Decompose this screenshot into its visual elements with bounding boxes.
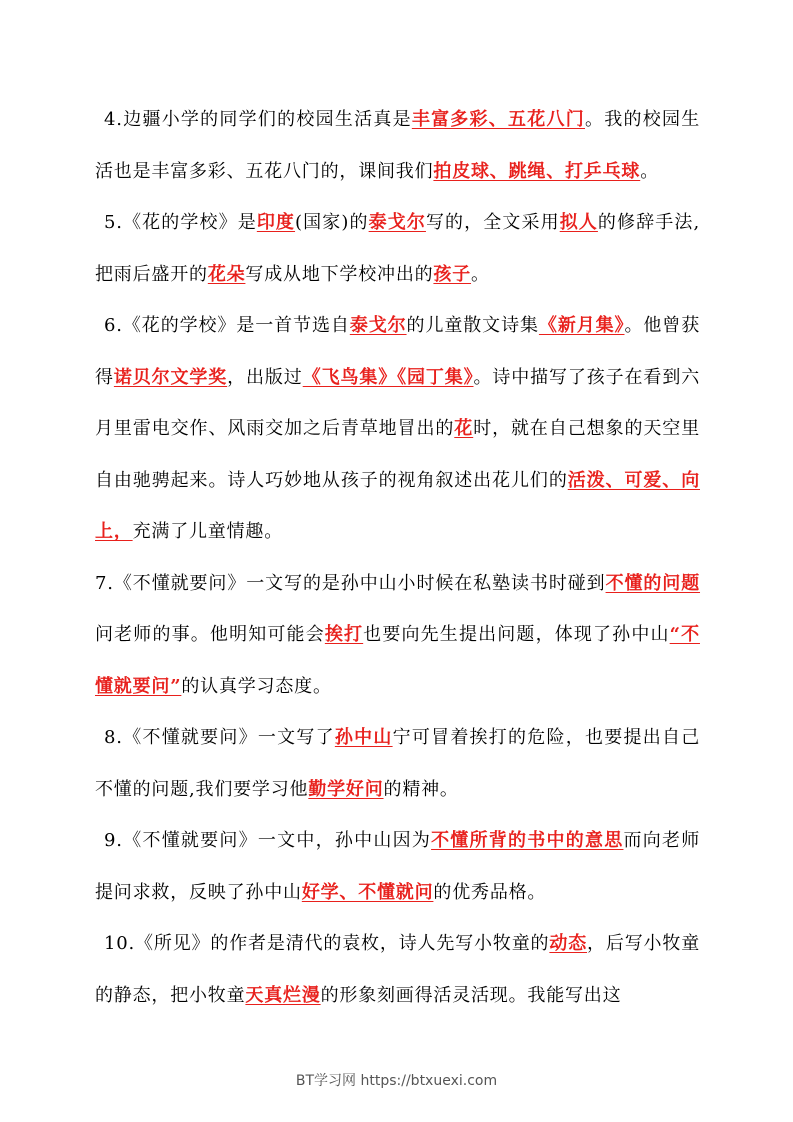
question-paragraph (95, 300, 700, 558)
answer-text: 活泼、可爱、向上， (95, 469, 700, 542)
answer-text: 天真烂漫 (245, 984, 321, 1006)
body-text: ，出版过 (227, 366, 303, 388)
body-text: 。诗中描写了孩子在看到六月里雷电交作、风雨交加之后青草地冒出的 (95, 366, 700, 439)
answer-text: 诺贝尔文学奖 (113, 366, 228, 388)
answer-text: 《新月集》 (538, 315, 625, 336)
body-text: 的形象刻画得活灵活现。我能写出这 (320, 984, 622, 1006)
answer-text: 印度 (256, 212, 296, 233)
answer-text: 勤学好问 (308, 778, 384, 800)
body-text: 问老师的事。他明知可能会 (95, 624, 325, 645)
body-text: 4.边疆小学的同学们的校园生活真是 (104, 109, 412, 130)
answer-text: 孙中山 (334, 727, 393, 748)
body-text: 。他曾获得 (95, 315, 701, 388)
body-text: 8.《不懂就要问》一文写了 (104, 727, 335, 748)
answer-text: 不懂的问题 (605, 572, 701, 594)
question-paragraph (95, 197, 700, 300)
question-paragraph (95, 558, 700, 713)
question-paragraph (95, 815, 700, 918)
answer-text: 拟人 (559, 212, 598, 233)
body-text: 宁可冒着挨打的危险，也要提出自己不懂的问题,我们要学习他 (95, 727, 700, 800)
body-text: 。 (640, 160, 660, 182)
answer-text: 挨打 (324, 624, 364, 645)
body-text: 而向老师提问求救，反映了孙中山 (95, 830, 700, 903)
answer-text: 不懂所背的书中的意思 (431, 830, 624, 851)
body-text: ，后写小牧童的静态，把小牧童 (95, 933, 700, 1006)
answer-text: 泰戈尔 (368, 212, 426, 233)
body-text: 的修辞手法,把雨后盛开的 (95, 212, 700, 285)
body-text: 。我的校园生活也是丰富多彩、五花八门的，课间我们 (95, 109, 701, 182)
page-footer: BT学习网 https://btxuexi.com (295, 1073, 498, 1089)
question-paragraph (95, 712, 700, 815)
answer-text: 孩子 (433, 263, 472, 285)
answer-text: 花 (454, 418, 474, 439)
body-text: 9.《不懂就要问》一文中，孙中山因为 (104, 830, 432, 851)
body-text: 时，就在自己想象的天空里自由驰骋起来。诗人巧妙地从孩子的视角叙述出花儿们的 (95, 418, 700, 491)
body-text: 7.《不懂就要问》一文写的是孙中山小时候在私塾读书时碰到 (95, 572, 606, 594)
body-text: 。 (471, 263, 490, 285)
answer-text: 动态 (549, 933, 588, 954)
question-paragraph (95, 94, 700, 197)
answer-text: 丰富多彩、五花八门 (411, 109, 585, 130)
body-text: 10.《所见》的作者是清代的袁枚，诗人先写小牧童的 (104, 933, 550, 954)
answer-text: 花朵 (207, 263, 246, 285)
body-text: 也要向先生提出问题，体现了孙中山 (363, 624, 670, 645)
body-text: 的认真学习态度。 (181, 675, 332, 697)
body-text: 的精神。 (383, 778, 459, 800)
body-text: 写的，全文采用 (425, 212, 560, 233)
answer-text: “不懂就要问” (95, 624, 700, 697)
answer-text: 拍皮球、跳绳、打乒乓球 (433, 160, 641, 182)
answer-text: 泰戈尔 (349, 315, 407, 336)
body-text: 5.《花的学校》是 (104, 212, 257, 233)
body-text: 的儿童散文诗集 (406, 315, 539, 336)
document-body (95, 94, 700, 1021)
body-text: 的优秀品格。 (433, 881, 547, 903)
question-paragraph (95, 918, 700, 1021)
body-text: (国家)的 (295, 212, 369, 233)
body-text: 写成从地下学校冲出的 (245, 263, 434, 285)
body-text: 6.《花的学校》是一首节选自 (104, 315, 350, 336)
body-text: 充满了儿童情趣。 (132, 521, 284, 542)
answer-text: 《飞鸟集》《园丁集》 (302, 366, 474, 388)
answer-text: 好学、不懂就问 (301, 881, 434, 903)
